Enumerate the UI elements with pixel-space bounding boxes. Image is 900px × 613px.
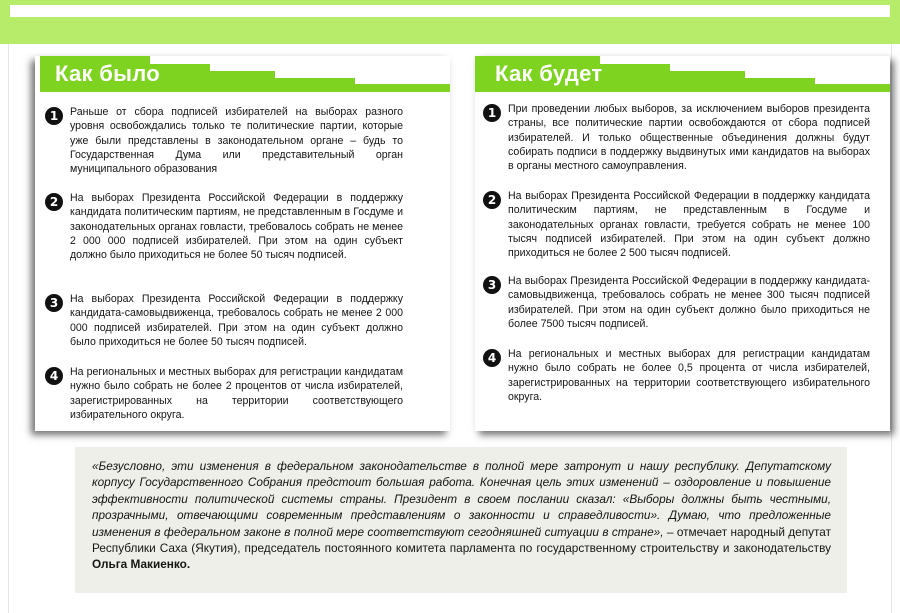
panel-after-title: Как будет xyxy=(495,61,603,86)
list-item xyxy=(45,292,403,349)
list-item-text: Раньше от сбора подписей избирателей на выборах разного уровня освобождались только те политические партии, которые уже были представлены в законодательном органе – будь то Государственная Дума или представительный орган муниципального образования xyxy=(70,106,403,176)
list-item-text: На выборах Президента Российской Федерации в поддержку кандидата политическим партиям, не представленным в Госдуме и законодательных органах говласти, требовалось собрать не менее 2 000 000 подписей избирателей. При этом на один субъект должно было приходиться не более 50 тысяч подписей. xyxy=(70,192,403,262)
list-item-text: На региональных и местных выборах для регистрации кандидатам нужно было собрать не более 0,5 процента от числа избирателей, зарегистрированных на территории соответствующего избирательного округа. xyxy=(508,348,870,403)
right-margin-line xyxy=(891,44,892,613)
number-badge: 4 xyxy=(483,349,501,367)
panel-before-title: Как было xyxy=(55,61,160,86)
list-item xyxy=(45,191,403,262)
number-badge: 2 xyxy=(483,191,501,209)
header-tab-step xyxy=(745,78,815,92)
header-tab-step xyxy=(210,71,275,92)
list-item xyxy=(45,105,403,176)
number-badge: 2 xyxy=(45,193,63,211)
list-item-text: На выборах Президента Российской Федерации в поддержку кандидата политическим партиям, не представленным в Госдуме и законодательных органах говласти, требуется собрать не менее 100 тысяч подписей избирателей. При этом на один субъект должно приходиться не более 2 500 тысяч подписей. xyxy=(508,190,870,260)
number-badge: 1 xyxy=(483,104,501,122)
panel-after-header xyxy=(475,56,890,96)
quote-text xyxy=(92,458,831,573)
list-item-text: На региональных и местных выборах для регистрации кандидатам нужно было собрать не более 2 процентов от числа избирателей, зарегистрированных на территории соответствующего избирательного округа. xyxy=(70,366,403,421)
header-tab-step xyxy=(600,64,670,92)
number-badge: 3 xyxy=(483,276,501,294)
left-margin-line xyxy=(8,44,9,613)
header-tab-step xyxy=(355,84,450,92)
list-item-text: На выборах Президента Российской Федерации в поддержку кандидата-самовыдвиженца, требовалось собрать не менее 2 000 000 подписей избирателей. При этом на один субъект должно было приходиться не более 50 тысяч подписей. xyxy=(70,293,403,348)
header-tab-step xyxy=(275,78,355,92)
panel-before-header xyxy=(35,56,450,96)
number-badge: 3 xyxy=(45,294,63,312)
header-tab-step xyxy=(815,84,890,92)
list-item-text: При проведении любых выборов, за исключением выборов президента страны, все политические партии освобождаются от сбора подписей избирателей. И только общественные объединения должны будут собирать подписи в поддержку выдвинутых ими кандидатов на выборах в органы местного самоуправления. xyxy=(508,103,870,173)
quote-box xyxy=(75,447,847,593)
list-item xyxy=(483,102,870,173)
number-badge: 1 xyxy=(45,107,63,125)
panel-after xyxy=(475,56,890,431)
list-item xyxy=(483,347,870,404)
quote-italic: «Безусловно, эти изменения в федеральном законодательстве в полной мере затронут и нашу республику. Депутатскому корпусу Государственного Собрания предстоит большая работа. Конечная цель этих изменений – оздоровление и повышение эффективности политической системы страны. Президент в своем послании сказал: «Выборы должны быть честными, прозрачными, отвечающими современным представлениям о законности и справедливости». Думаю, что предложенные изменения в федеральном законе в полной мере соответствуют сегодняшней ситуации в стране», xyxy=(92,459,831,539)
list-item xyxy=(483,189,870,260)
list-item xyxy=(483,274,870,331)
panel-before xyxy=(35,56,450,431)
list-item-text: На выборах Президента Российской Федерации в поддержку кандидата-самовыдвиженца, требовалось собрать не менее 300 тысяч подписей избирателей. При этом на один субъект должно было приходиться не более 7500 тысяч подписей. xyxy=(508,275,870,330)
number-badge: 4 xyxy=(45,367,63,385)
top-band-inner xyxy=(10,5,890,17)
quote-author: Ольга Макиенко. xyxy=(92,557,191,572)
header-tab-step xyxy=(670,71,745,92)
top-band xyxy=(0,0,900,44)
list-item xyxy=(45,365,403,422)
quote-attribution: – отмечает народный депутат Республики Саха (Якутия), председатель постоянного комитета парламента по государственному строительству и законодательству xyxy=(92,524,831,556)
